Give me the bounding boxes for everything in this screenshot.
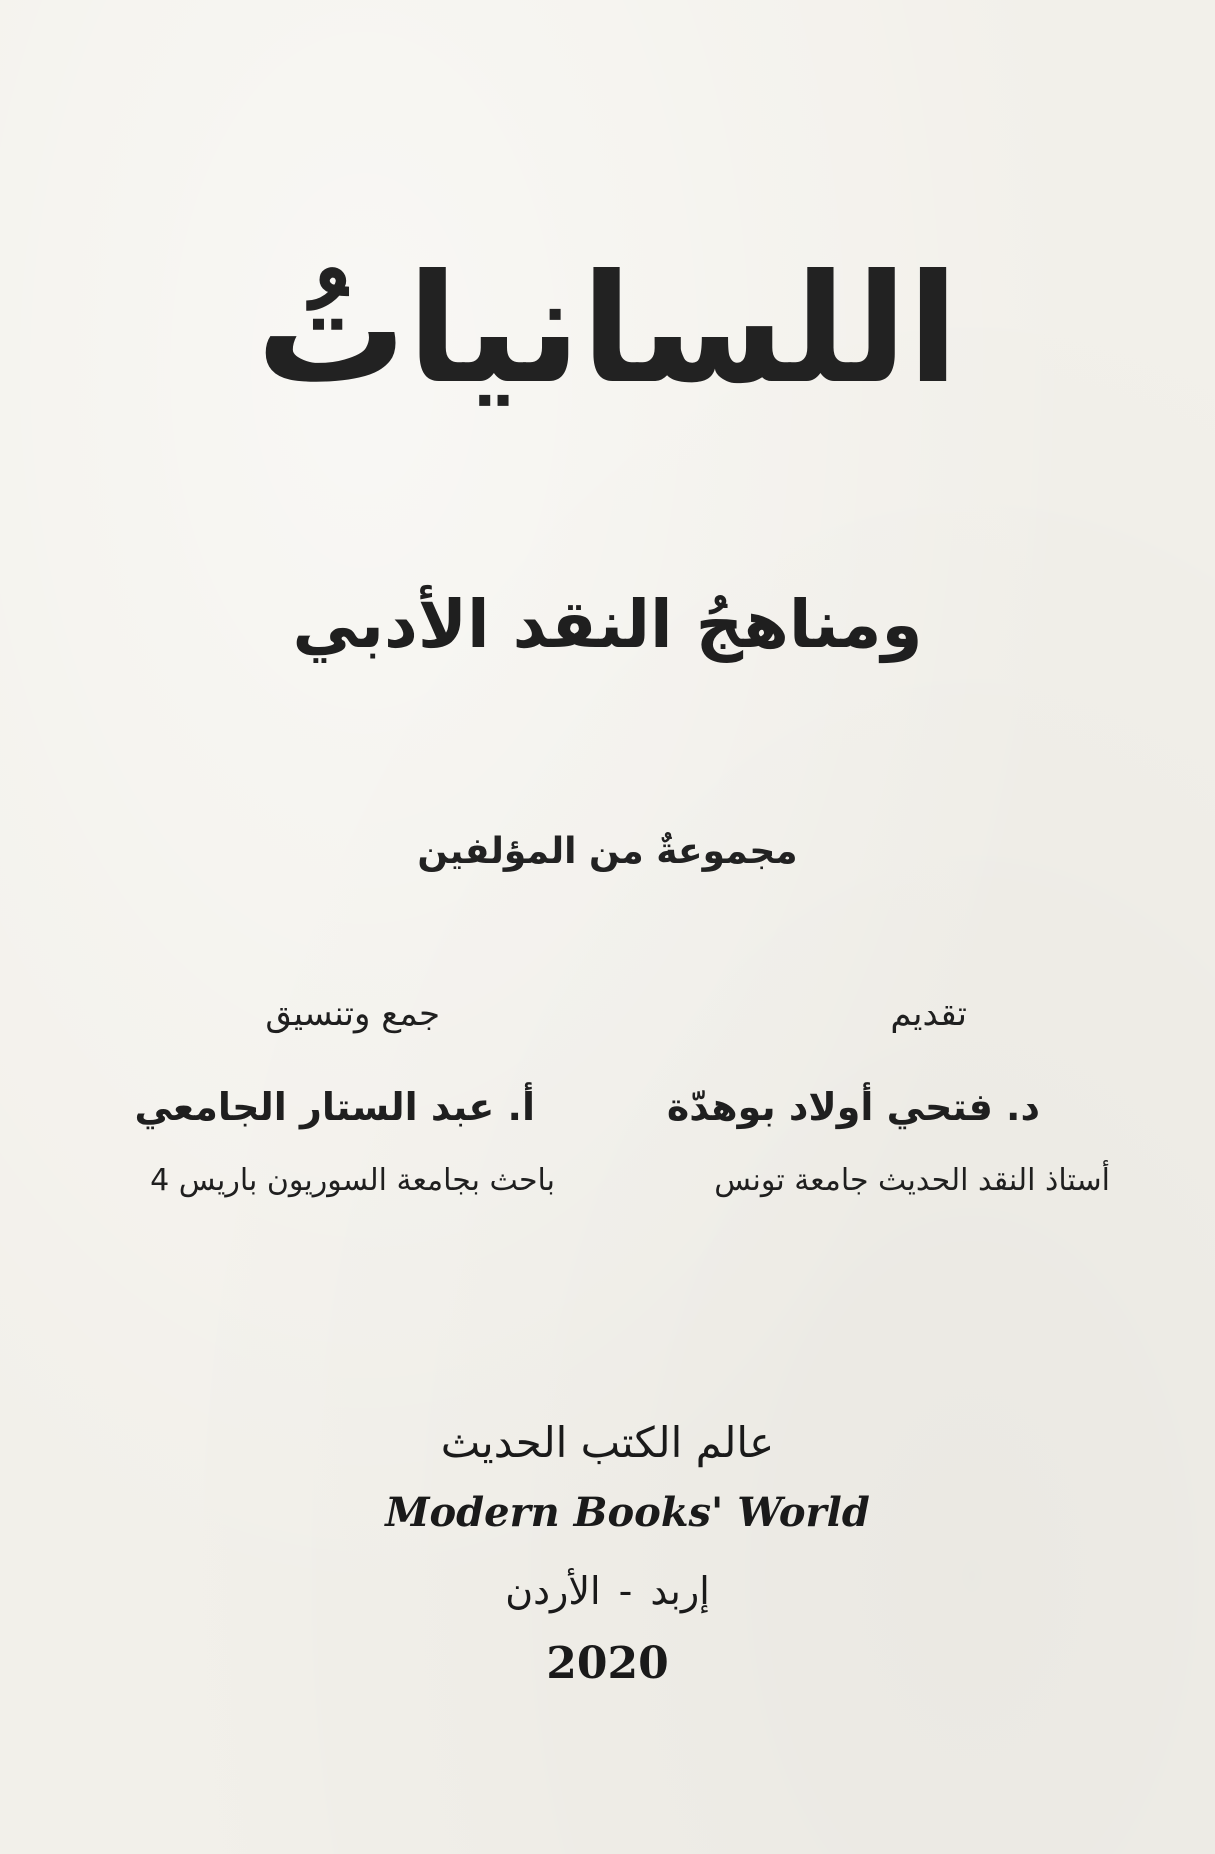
authors-group: مجموعةٌ من المؤلفين <box>417 831 798 872</box>
foreword-role: تقديم <box>890 994 967 1034</box>
book-title: اللسانياتُ <box>256 243 959 417</box>
book-subtitle: ومناهجُ النقد الأدبي <box>292 586 923 663</box>
foreword-affiliation: أستاذ النقد الحديث جامعة تونس <box>714 1163 1110 1198</box>
publisher-name-arabic: عالم الكتب الحديث <box>440 1418 775 1467</box>
country: الأردن <box>505 1569 601 1613</box>
compiler-name: أ. عبد الستار الجامعي <box>134 1085 535 1129</box>
publisher-location <box>0 1568 1215 1614</box>
compiler-role: جمع وتنسيق <box>265 994 440 1034</box>
city: إربد <box>650 1569 710 1613</box>
publication-year: 2020 <box>546 1638 669 1689</box>
compiler-affiliation: باحث بجامعة السوريون باريس 4 <box>150 1163 555 1198</box>
foreword-name: د. فتحي أولاد بوهدّة <box>666 1085 1040 1129</box>
publisher-name-english: Modern Books' World <box>385 1489 870 1536</box>
location-separator: - <box>618 1569 633 1613</box>
